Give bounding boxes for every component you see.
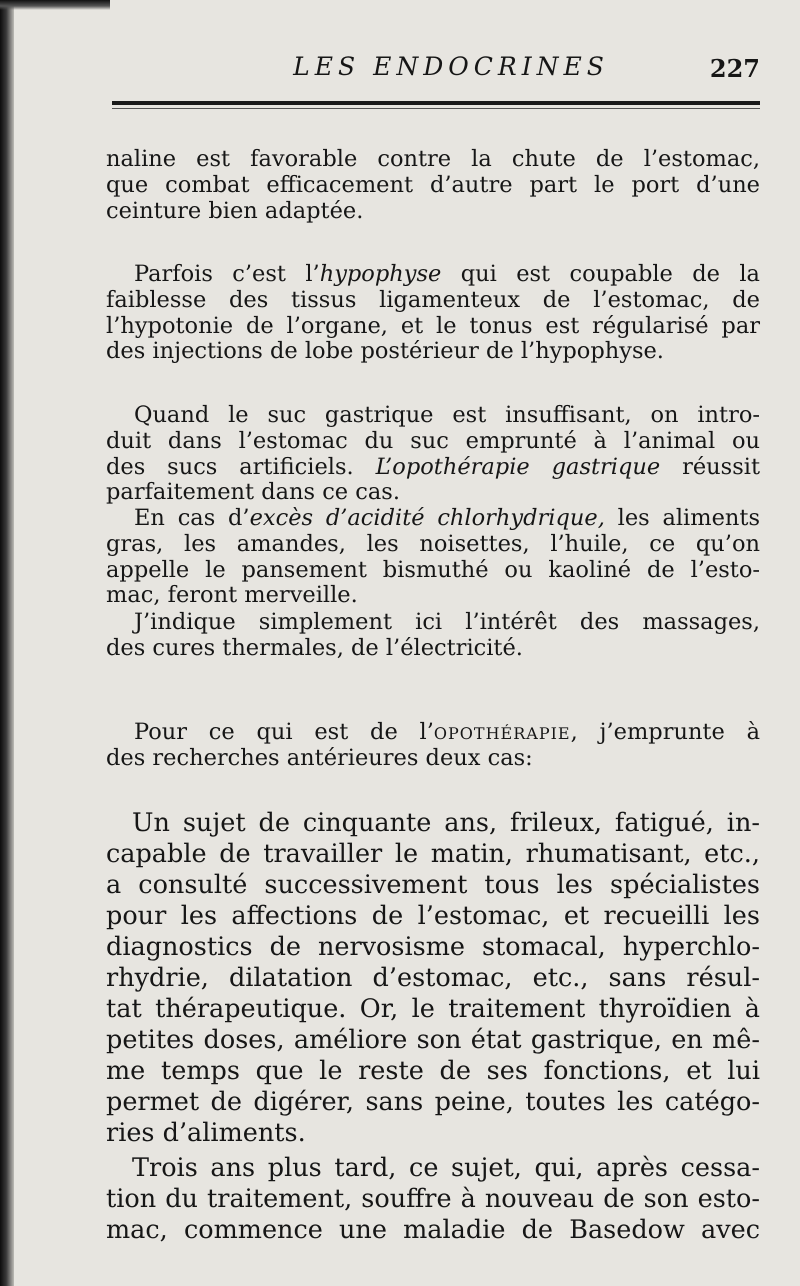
book-spine-shadow xyxy=(0,0,14,1286)
text-line: J’indique simplement ici l’intérêt des massages, xyxy=(134,609,760,635)
text-line: Pour ce qui est de l’opothérapie, j’emprunte à xyxy=(134,719,760,745)
text-line: En cas d’excès d’acidité chlorhydrique, les aliments xyxy=(134,505,760,531)
paragraph-4 xyxy=(106,506,760,609)
text-line: appelle le pansement bismuthé ou kaoliné de l’esto- xyxy=(106,556,760,583)
text-line: des recherches antérieures deux cas: xyxy=(106,744,533,771)
text-line: duit dans l’estomac du suc emprunté à l’animal ou xyxy=(106,427,760,454)
text-line: Quand le suc gastrique est insuffisant, on intro- xyxy=(134,402,760,428)
emphasis-acidite: excès d’acidité chlorhydrique, xyxy=(249,505,605,531)
smallcaps-opotherapie: opothérapie xyxy=(433,719,571,745)
paragraph-2 xyxy=(106,262,760,365)
paragraph-5 xyxy=(106,610,760,662)
header-rule-thin xyxy=(112,108,760,109)
paragraph-7 xyxy=(106,808,760,1149)
text-line: des cures thermales, de l’électricité. xyxy=(106,634,523,661)
text-line: Trois ans plus tard, ce sujet, qui, après cessa- xyxy=(132,1153,760,1183)
text-line: petites doses, améliore son état gastrique, en mê- xyxy=(106,1025,760,1055)
text-line: capable de travailler le matin, rhumatisant, etc., xyxy=(106,839,760,869)
text-line: a consulté successivement tous les spécialistes xyxy=(106,870,760,900)
text-line: mac, feront merveille. xyxy=(106,582,358,609)
text-line: permet de digérer, sans peine, toutes les catégo- xyxy=(106,1087,760,1117)
text-line: tat thérapeutique. Or, le traitement thyroïdien à xyxy=(106,994,760,1024)
page-number: 227 xyxy=(709,54,760,83)
text-line: faiblesse des tissus ligamenteux de l’estomac, de xyxy=(106,286,760,313)
text-line: ceinture bien adaptée. xyxy=(106,197,364,224)
text-line: tion du traitement, souffre à nouveau de son esto- xyxy=(106,1184,760,1214)
page-header xyxy=(112,48,760,88)
emphasis-opotherapie-gastrique: L’opothérapie gastrique xyxy=(375,453,661,480)
running-title: LES ENDOCRINES xyxy=(293,52,609,81)
text-line: rhydrie, dilatation d’estomac, etc., sans résul- xyxy=(106,963,760,993)
text-line: des injections de lobe postérieur de l’hypophyse. xyxy=(106,338,664,365)
text-line: pour les affections de l’estomac, et recueilli les xyxy=(106,901,760,931)
text-line: que combat efficacement d’autre part le port d’une xyxy=(106,171,760,198)
text-line: naline est favorable contre la chute de l’estomac, xyxy=(106,146,760,172)
emphasis-hypophyse: hypophyse xyxy=(319,261,442,287)
text-line: diagnostics de nervosisme stomacal, hyperchlo- xyxy=(106,932,760,962)
paragraph-1 xyxy=(106,147,760,224)
text-line: mac, commence une maladie de Basedow avec xyxy=(106,1215,760,1245)
paragraph-6 xyxy=(106,720,760,772)
text-line: des sucs artificiels. L’opothérapie gastrique réussit xyxy=(106,453,760,480)
text-line: ries d’aliments. xyxy=(106,1118,306,1148)
text-line: l’hypotonie de l’organe, et le tonus est régularisé par xyxy=(106,312,760,339)
page-corner-shadow xyxy=(0,0,110,10)
paragraph-3 xyxy=(106,403,760,506)
text-line: parfaitement dans ce cas. xyxy=(106,479,400,506)
text-line: Parfois c’est l’hypophyse qui est coupable de la xyxy=(134,261,760,287)
text-line: me temps que le reste de ses fonctions, et lui xyxy=(106,1056,760,1086)
text-line: gras, les amandes, les noisettes, l’huile, ce qu’on xyxy=(106,530,760,557)
text-line: Un sujet de cinquante ans, frileux, fatigué, in- xyxy=(132,808,760,838)
header-rule xyxy=(112,101,760,105)
paragraph-8 xyxy=(106,1153,760,1246)
